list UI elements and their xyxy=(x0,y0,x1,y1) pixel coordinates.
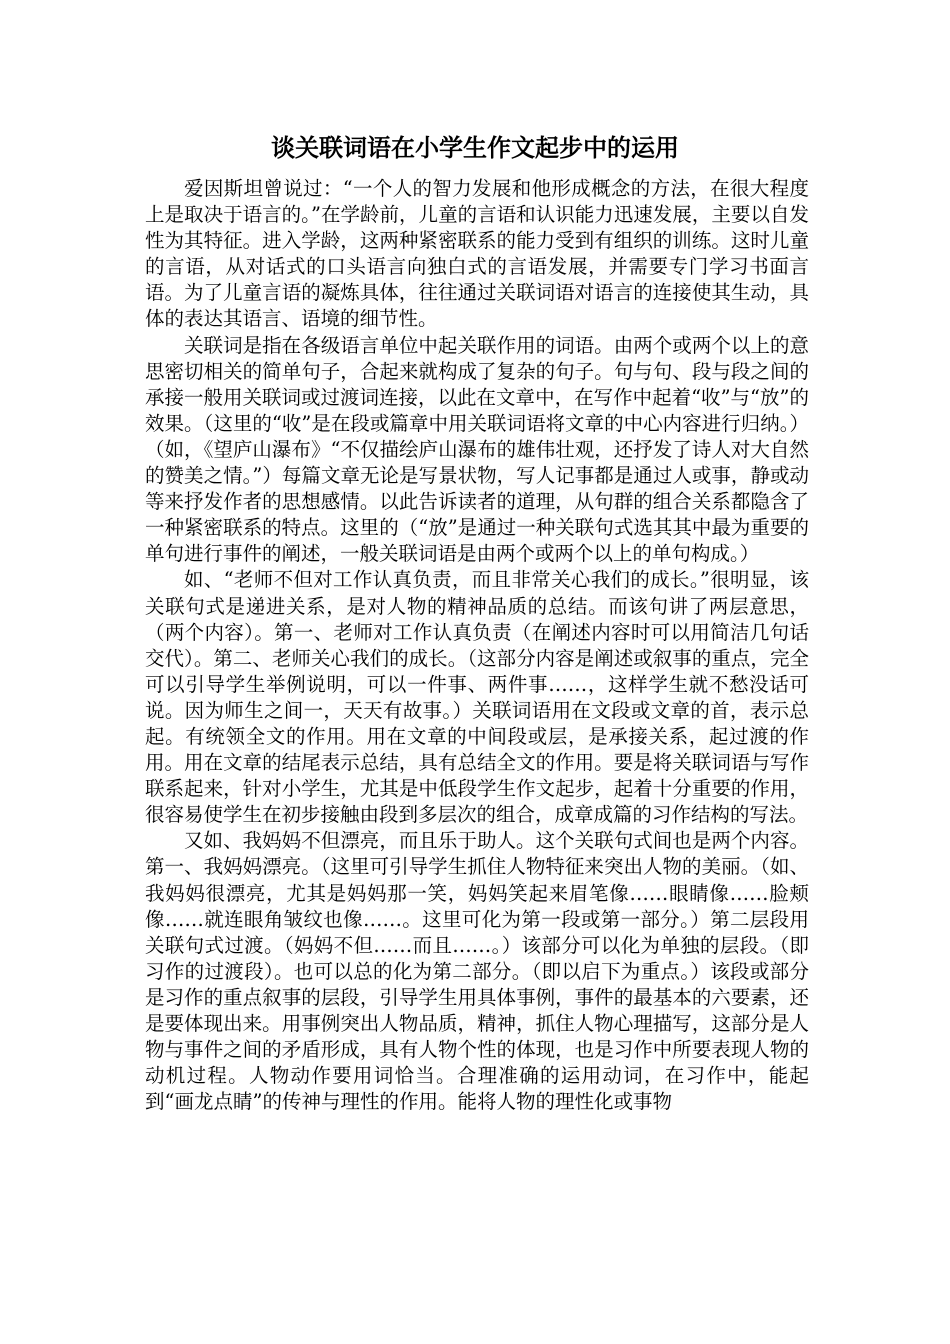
document-body xyxy=(145,176,809,1115)
paragraph-3: 如、“老师不但对工作认真负责，而且非常关心我们的成长。”很明显，该关联句式是递进关系，是对人物的精神品质的总结。而该句讲了两层意思，（两个内容）。第一、老师对工作认真负责（在阐述内容时可以用简洁几句话交代）。第二、老师关心我们的成长。（这部分内容是阐述或叙事的重点，完全可以引导学生举例说明，可以一件事、两件事……，这样学生就不愁没话可说。因为师生之间一，天天有故事。）关联词语用在文段或文章的首，表示总起。有统领全文的作用。用在文章的中间段或层，是承接关系，起过渡的作用。用在文章的结尾表示总结，具有总结全文的作用。要是将关联词语与写作联系起来，针对小学生，尤其是中低段学生作文起步，起着十分重要的作用，很容易使学生在初步接触由段到多层次的组合，成章成篇的习作结构的写法。 xyxy=(145,568,809,827)
paragraph-4: 又如、我妈妈不但漂亮，而且乐于助人。这个关联句式间也是两个内容。第一、我妈妈漂亮。（这里可引导学生抓住人物特征来突出人物的美丽。（如、我妈妈很漂亮，尤其是妈妈那一笑，妈妈笑起来眉笔像……眼睛像……脸颊像……就连眼角皱纹也像……。这里可化为第一段或第一部分。）第二层段用关联句式过渡。（妈妈不但……而且……。）该部分可以化为单独的层段。（即习作的过渡段）。也可以总的化为第二部分。（即以启下为重点。）该段或部分是习作的重点叙事的层段，引导学生用具体事例，事件的最基本的六要素，还是要体现出来。用事例突出人物品质，精神，抓住人物心理描写，这部分是人物与事件之间的矛盾形成，具有人物个性的体现，也是习作中所要表现人物的动机过程。人物动作要用词恰当。合理准确的运用动词，在习作中，能起到“画龙点睛”的传神与理性的作用。能将人物的理性化或事物 xyxy=(145,829,809,1114)
paragraph-1: 爱因斯坦曾说过：“一个人的智力发展和他形成概念的方法，在很大程度上是取决于语言的。”在学龄前，儿童的言语和认识能力迅速发展，主要以自发性为其特征。进入学龄，这两种紧密联系的能力受到有组织的训练。这时儿童的言语，从对话式的口头语言向独白式的言语发展，并需要专门学习书面言语。为了儿童言语的凝炼具体，往往通过关联词语对语言的连接使其生动，具体的表达其语言、语境的细节性。 xyxy=(145,177,809,331)
document-title: 谈关联词语在小学生作文起步中的运用 xyxy=(271,133,679,162)
paragraph-2: 关联词是指在各级语言单位中起关联作用的词语。由两个或两个以上的意思密切相关的简单句子，合起来就构成了复杂的句子。句与句、段与段之间的承接一般用关联词或过渡词连接，以此在文章中，在写作中起着“收”与“放”的效果。（这里的“收”是在段或篇章中用关联词语将文章的中心内容进行归纳。）（如，《望庐山瀑布》“不仅描绘庐山瀑布的雄伟壮观，还抒发了诗人对大自然的赞美之情。”）每篇文章无论是写景状物，写人记事都是通过人或事，静或动等来抒发作者的思想感情。以此告诉读者的道理，从句群的组合关系都隐含了一种紧密联系的特点。这里的（“放”是通过一种关联句式选其其中最为重要的单句进行事件的阐述，一般关联词语是由两个或两个以上的单句构成。） xyxy=(145,333,809,566)
